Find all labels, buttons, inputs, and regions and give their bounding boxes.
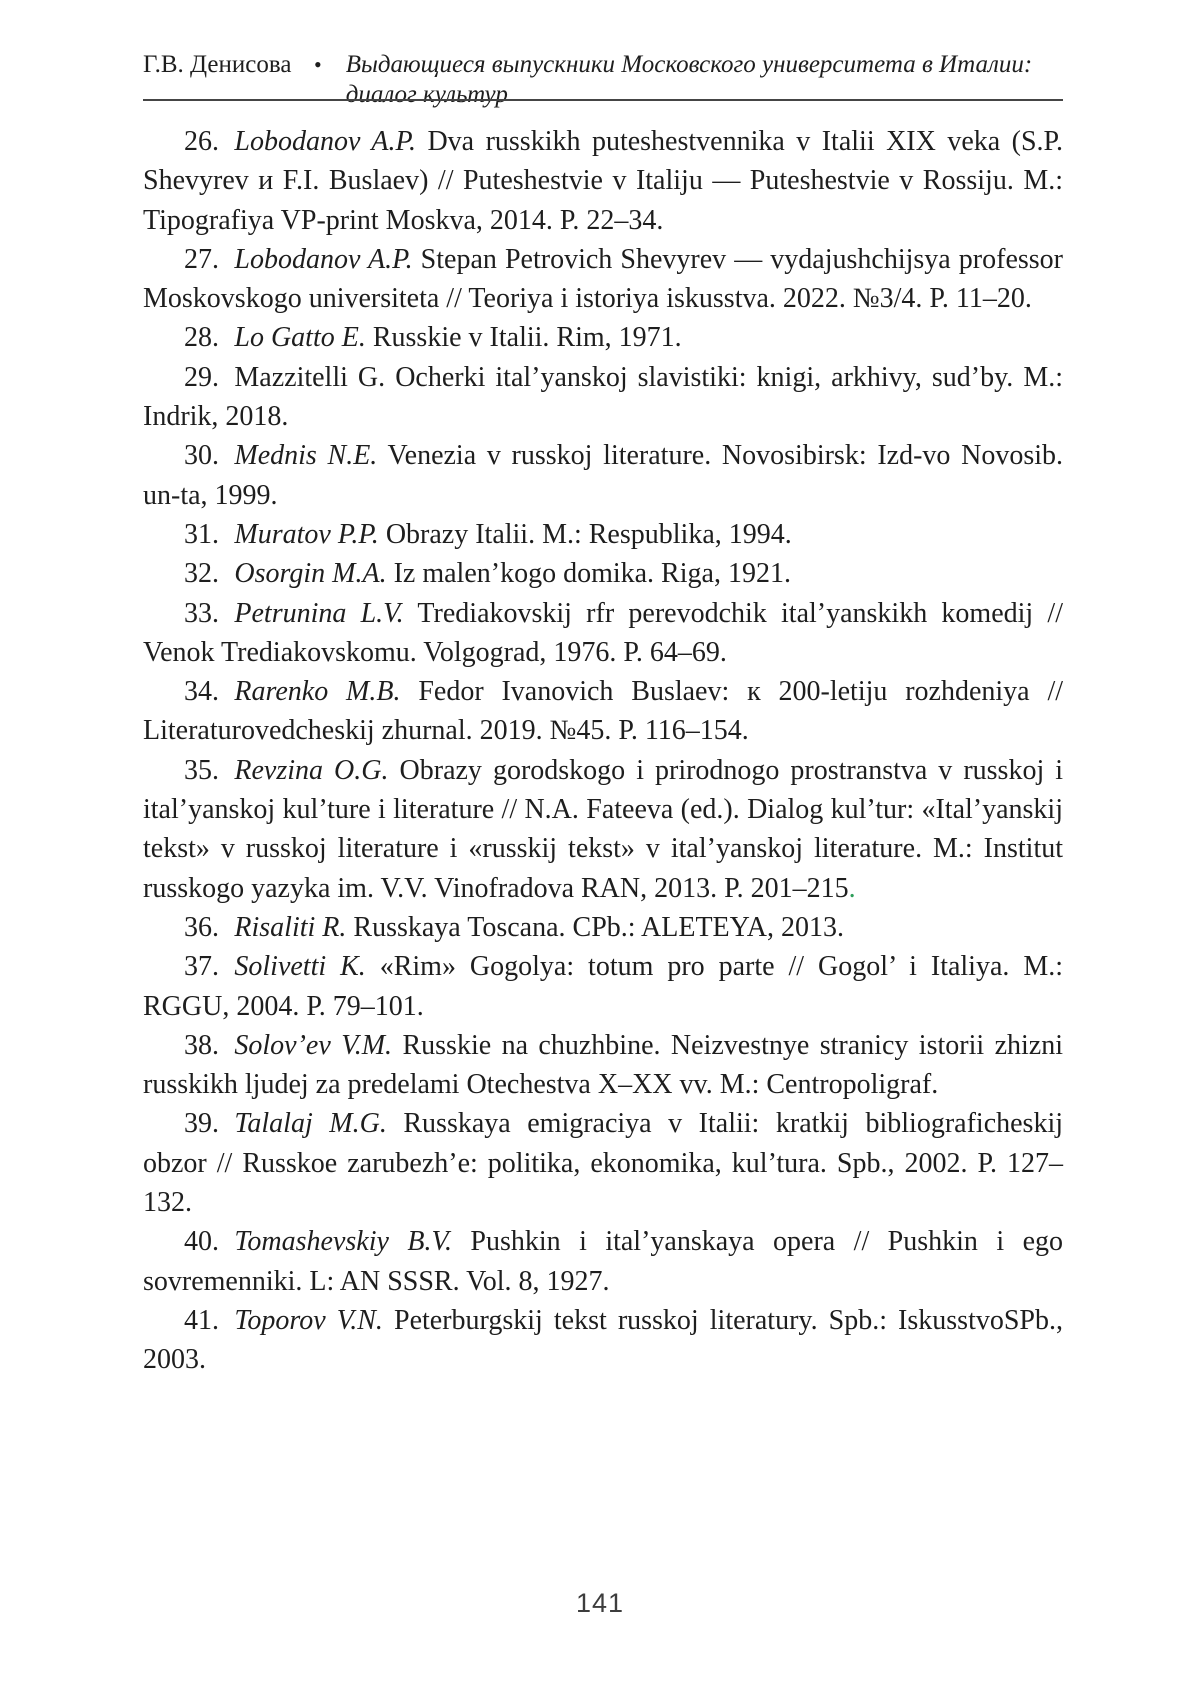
ref-text: Venezia v russkoj literature. Novosibirsk: Izd-vo Novosib. un-ta, 1999.: [143, 440, 1063, 511]
reference-entry: [143, 1026, 1063, 1105]
ref-number: 26.: [184, 126, 219, 157]
ref-number: 41.: [184, 1304, 219, 1336]
reference-entry: [143, 751, 1063, 908]
ref-text: Russkaya Toscana. CPb.: ALETEYA, 2013.: [353, 911, 844, 943]
reference-entry: [143, 672, 1063, 751]
green-period: .: [848, 872, 856, 904]
ref-author: Lo Gatto E.: [234, 322, 366, 354]
ref-number: 38.: [184, 1029, 219, 1061]
header-title-line1: Выдающиеся выпускники Московского университета в Италии:: [345, 51, 1033, 78]
reference-list: [143, 122, 1063, 1380]
ref-number: 40.: [184, 1226, 219, 1258]
ref-author: Mazzitelli G.: [234, 361, 386, 393]
ref-author: Solivetti K.: [234, 951, 366, 983]
ref-author: Solov’ev V.M.: [234, 1029, 393, 1061]
ref-author: Talalaj M.G.: [234, 1108, 387, 1140]
ref-author: Petrunina L.V.: [234, 597, 404, 629]
reference-entry: [143, 1104, 1063, 1222]
reference-entry: [143, 358, 1063, 437]
ref-author: Mednis N.E.: [234, 440, 378, 472]
ref-author: Osorgin M.A.: [234, 558, 387, 590]
ref-author: Muratov P.P.: [234, 518, 379, 550]
reference-entry: [143, 554, 1063, 593]
reference-entry: [143, 436, 1063, 515]
ref-text: Obrazy Italii. M.: Respublika, 1994.: [385, 518, 792, 550]
ref-number: 37.: [184, 951, 219, 983]
reference-entry: [143, 594, 1063, 673]
ref-text: Pushkin i ital’yanskaya opera // Pushkin i ego sovremenniki. L: AN SSSR. Vol. 8, 1927.: [143, 1226, 1064, 1297]
ref-author: Lobodanov A.P.: [234, 126, 416, 157]
ref-number: 31.: [184, 518, 219, 550]
ref-number: 29.: [184, 361, 219, 393]
ref-number: 34.: [184, 676, 219, 708]
ref-number: 33.: [184, 597, 219, 629]
header-title: [346, 50, 1063, 110]
ref-text: Dva russkikh puteshestvennika v Italii XIX veka (S.P. Shevyrev и F.I. Buslaev) // Puteshestvie v Italiju — Puteshestvie v Rossiju. M.: Tipografiya VP-print Moskva, 2014. P. 22–34.: [143, 126, 1064, 236]
reference-entry: [143, 1301, 1063, 1380]
ref-author: Toporov V.N.: [234, 1304, 383, 1336]
ref-number: 35.: [184, 754, 219, 786]
header-bullet-separator: •: [314, 52, 322, 77]
ref-number: 32.: [184, 558, 219, 590]
reference-entry: [143, 908, 1063, 947]
ref-text: Stepan Petrovich Shevyrev — vydajushchijsya professor Moskovskogo universiteta // Teoriya i istoriya iskusstva. 2022. №3/4. P. 11–20.: [143, 243, 1063, 315]
reference-entry: [143, 318, 1063, 357]
ref-text: Peterburgskij tekst russkoj literatury. Spb.: IskusstvoSPb., 2003.: [143, 1304, 1063, 1376]
ref-text: Ocherki ital’yanskoj slavistiki: knigi, arkhivy, sud’by. M.: Indrik, 2018.: [143, 361, 1063, 433]
reference-entry: [143, 240, 1063, 319]
ref-text: «Rim» Gogolya: totum pro parte // Gogol’ i Italiya. M.: RGGU, 2004. P. 79–101.: [143, 951, 1064, 1022]
ref-author: Risaliti R.: [234, 911, 347, 943]
header-rule: [143, 99, 1063, 101]
ref-text: Fedor Ivanovich Buslaev: к 200-letiju rozhdeniya // Literaturovedcheskij zhurnal. 2019. №45. P. 116–154.: [143, 676, 1064, 747]
ref-text: Russkaya emigraciya v Italii: kratkij bibliograficheskij obzor // Russkoe zarubezh’e: politika, ekonomika, kul’tura. Spb., 2002. P. 127–132.: [143, 1108, 1064, 1219]
ref-number: 28.: [184, 322, 219, 354]
page-footer: [0, 1588, 1200, 1619]
ref-author: Rarenko M.B.: [234, 676, 401, 708]
ref-text: Russkie na chuzhbine. Neizvestnye stranicy istorii zhizni russkikh ljudej za predelami Otechestva X–XX vv. M.: Centropoligraf.: [143, 1029, 1063, 1101]
running-header: [143, 50, 1063, 110]
ref-author: Lobodanov A.P.: [234, 243, 413, 275]
reference-entry: [143, 515, 1063, 554]
ref-author: Tomashevskiy B.V.: [234, 1226, 452, 1258]
ref-number: 39.: [184, 1108, 219, 1140]
ref-text: Obrazy gorodskogo i prirodnogo prostranstva v russkoj i ital’yanskoj kul’ture i literature // N.A. Fateeva (ed.). Dialog kul’tur: «Ital’yanskij tekst» v russkoj literature i «russkij tekst» v ital’yanskoj literature. M.: Institut russkogo yazyka im. V.V. Vinofradova RAN, 2013. P. 201–215: [143, 754, 1064, 904]
reference-entry: [143, 1222, 1063, 1301]
ref-author: Revzina O.G.: [234, 754, 389, 786]
reference-entry: [143, 947, 1063, 1026]
reference-entry: [143, 122, 1063, 240]
ref-text: Russkie v Italii. Rim, 1971.: [372, 322, 682, 354]
header-title-line2: диалог культур: [345, 81, 508, 108]
ref-number: 27.: [184, 243, 219, 275]
ref-text: Trediakovskij rfr perevodchik ital’yanskikh komedij // Venok Trediakovskomu. Volgograd, 1976. P. 64–69.: [143, 597, 1063, 668]
ref-text: Iz malen’kogo domika. Riga, 1921.: [393, 558, 791, 590]
header-author: Г.В. Денисова: [143, 51, 292, 78]
ref-number: 36.: [184, 911, 219, 943]
ref-number: 30.: [184, 440, 219, 472]
page-number: 141: [575, 1588, 625, 1618]
